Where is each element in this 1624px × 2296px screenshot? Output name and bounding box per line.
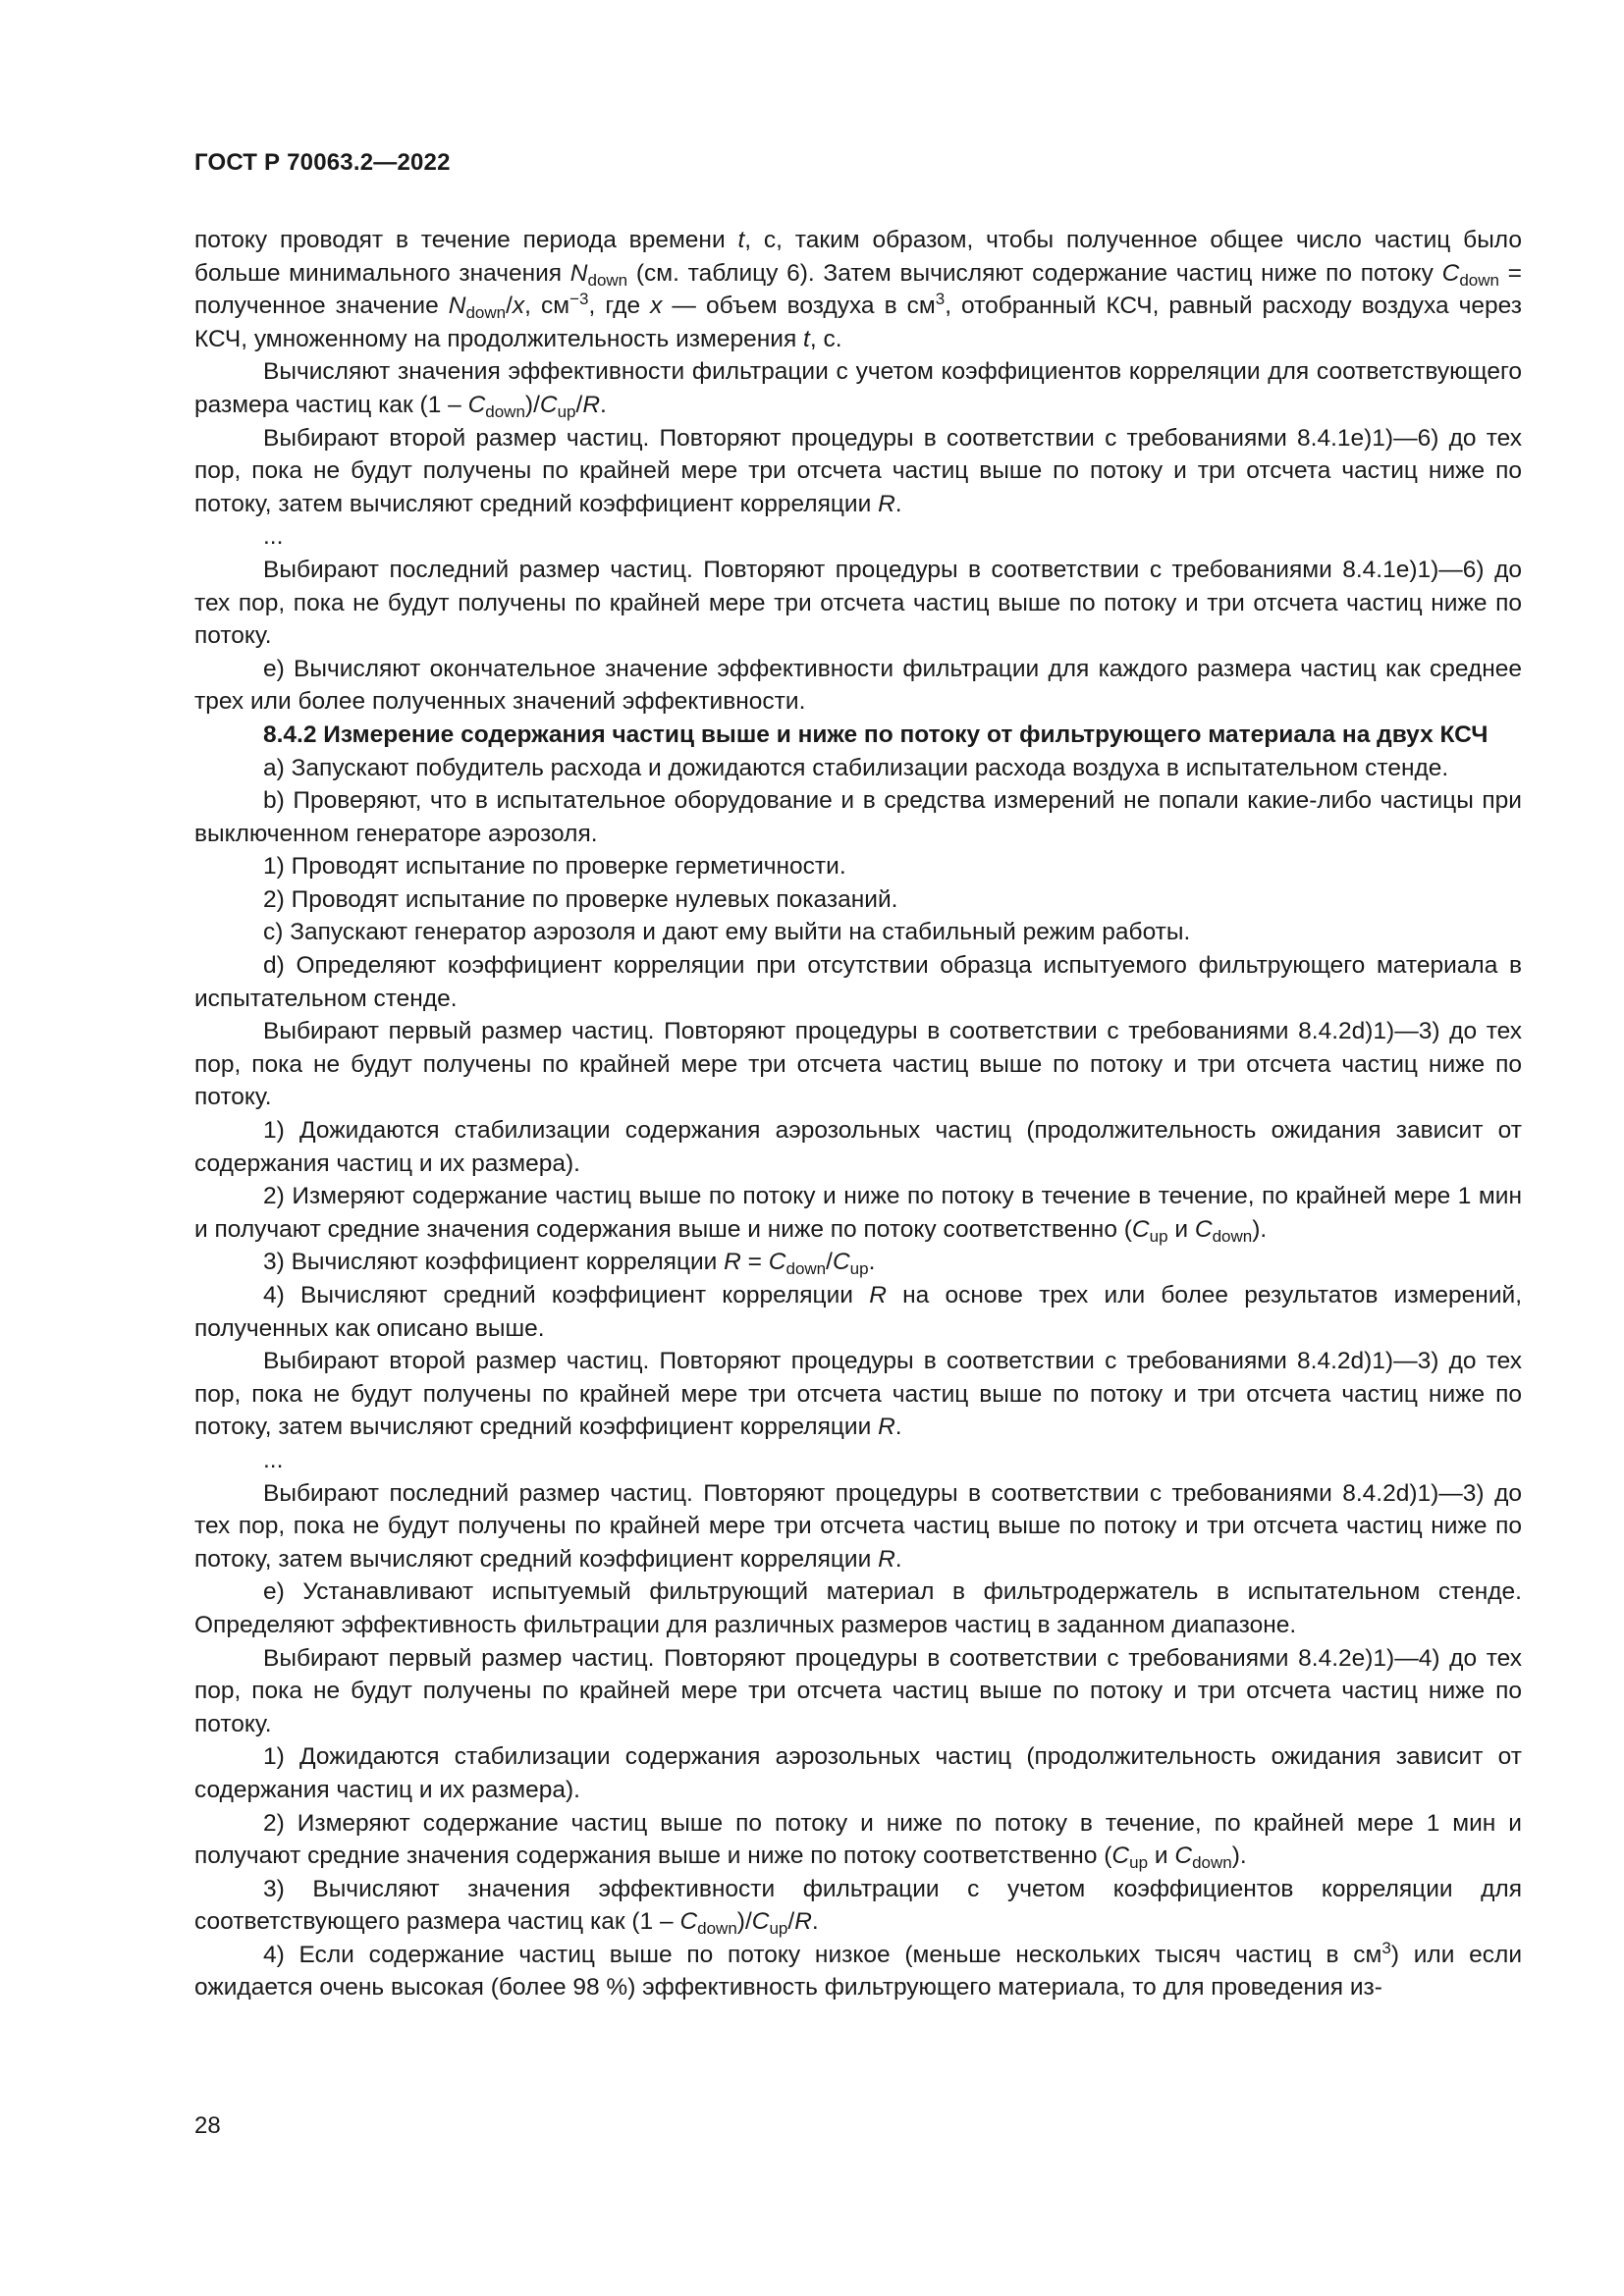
paragraph: c) Запускают генератор аэрозоля и дают ему выйти на стабильный режим работы. — [263, 919, 1191, 946]
paragraph: 1) Дожидаются стабилизации содержания аэрозольных частиц (продолжительность ожидания зависит от содержания частиц и их размера). — [194, 1117, 1522, 1177]
paragraph: Вычисляют значения эффективности фильтрации с учетом коэффициентов корреляции для соответствующего размера частиц как $(1 - C_{down})/C_{up}/R$. — [194, 358, 1522, 421]
paragraph: потоку проводят в течение периода времени t, с, таким образом, чтобы полученное общее число частиц было больше минимального значения $N_{down}$ (см. таблицу 6). Затем вычисляют содержание частиц ниже по потоку $C_{down}$ = полученное значение $N_{down}/x$, $см^{-3}$, где x — объем воздуха в $см^3$, отобранный КСЧ, равный расходу воздуха через КСЧ, умноженному на продолжительность измерения t, с. — [194, 227, 1522, 352]
ellipsis: ... — [263, 523, 284, 551]
paragraph: b) Проверяют, что в испытательное оборудование и в средства измерений не попали какие-либо частицы при выключенном генераторе аэрозоля. — [194, 787, 1522, 847]
paragraph: 2) Измеряют содержание частиц выше по потоку и ниже по потоку в течение в течение, по крайней мере 1 мин и получают средние значения содержания выше и ниже по потоку соответственно ($C_{up}$ и $C_{down}$). — [194, 1183, 1522, 1246]
paragraph: Выбирают второй размер частиц. Повторяют процедуры в соответствии с требованиями 8.4.2d)1)—3) до тех пор, пока не будут получены по крайней мере три отсчета частиц выше по потоку и три отсчета частиц ниже по потоку, затем вычисляют средний коэффициент корреляции R. — [194, 1348, 1522, 1441]
paragraph: d) Определяют коэффициент корреляции при отсутствии образца испытуемого фильтрующего материала в испытательном стенде. — [194, 952, 1522, 1012]
document-body — [194, 224, 1522, 2004]
page-number: 28 — [194, 2112, 221, 2139]
paragraph: Выбирают первый размер частиц. Повторяют процедуры в соответствии с требованиями 8.4.2d)1)—3) до тех пор, пока не будут получены по крайней мере три отсчета частиц выше по потоку и три отсчета частиц ниже по потоку. — [194, 1018, 1522, 1111]
paragraph: Выбирают первый размер частиц. Повторяют процедуры в соответствии с требованиями 8.4.2е)1)—4) до тех пор, пока не будут получены по крайней мере три отсчета частиц выше по потоку и три отсчета частиц ниже по потоку. — [194, 1644, 1522, 1737]
paragraph: 2) Измеряют содержание частиц выше по потоку и ниже по потоку в течение, по крайней мере 1 мин и получают средние значения содержания выше и ниже по потоку соответственно ($C_{up}$ и $C_{down}$). — [194, 1809, 1522, 1873]
paragraph: 3) Вычисляют значения эффективности фильтрации с учетом коэффициентов корреляции для соответствующего размера частиц как $(1 - C_{down})/C_{up}/R$. — [194, 1875, 1522, 1939]
paragraph: 1) Дожидаются стабилизации содержания аэрозольных частиц (продолжительность ожидания зависит от содержания частиц и их размера). — [194, 1743, 1522, 1803]
paragraph: 4) Если содержание частиц выше по потоку низкое (меньше нескольких тысяч частиц в $см^3$) или если ожидается очень высокая (более 98 %) эффективность фильтрующего материала, то для проведения из- — [194, 1938, 1523, 2002]
paragraph: Выбирают второй размер частиц. Повторяют процедуры в соответствии с требованиями 8.4.1е)1)—6) до тех пор, пока не будут получены по крайней мере три отсчета частиц выше по потоку и три отсчета частиц ниже по потоку, затем вычисляют средний коэффициент корреляции R. — [194, 424, 1522, 517]
ellipsis: ... — [263, 1446, 284, 1473]
paragraph: Выбирают последний размер частиц. Повторяют процедуры в соответствии с требованиями 8.4.2d)1)—3) до тех пор, пока не будут получены по крайней мере три отсчета частиц выше по потоку и три отсчета частиц ниже по потоку, затем вычисляют средний коэффициент корреляции R. — [194, 1479, 1522, 1573]
document-header: ГОСТ Р 70063.2—2022 — [194, 149, 451, 176]
paragraph: Выбирают последний размер частиц. Повторяют процедуры в соответствии с требованиями 8.4.1е)1)—6) до тех пор, пока не будут получены по крайней мере три отсчета частиц выше по потоку и три отсчета частиц ниже по потоку. — [194, 556, 1522, 650]
paragraph: 3) Вычисляют коэффициент корреляции $R = C_{down}/C_{up}$. — [263, 1249, 876, 1279]
paragraph: 1) Проводят испытание по проверке герметичности. — [263, 853, 846, 881]
paragraph: 2) Проводят испытание по проверке нулевых показаний. — [263, 885, 898, 913]
section-heading: 8.4.2 Измерение содержания частиц выше и ниже по потоку от фильтрующего материала на двух КСЧ — [263, 721, 1489, 748]
paragraph: е) Устанавливают испытуемый фильтрующий материал в фильтродержатель в испытательном стенде. Определяют эффективность фильтрации для различных размеров частиц в заданном диапазоне. — [194, 1578, 1522, 1638]
paragraph: 4) Вычисляют средний коэффициент корреляции R на основе трех или более результатов измерений, полученных как описано выше. — [194, 1282, 1522, 1342]
paragraph: е) Вычисляют окончательное значение эффективности фильтрации для каждого размера частиц как среднее трех или более полученных значений эффективности. — [194, 655, 1522, 716]
paragraph: а) Запускают побудитель расхода и дожидаются стабилизации расхода воздуха в испытательном стенде. — [263, 754, 1449, 781]
